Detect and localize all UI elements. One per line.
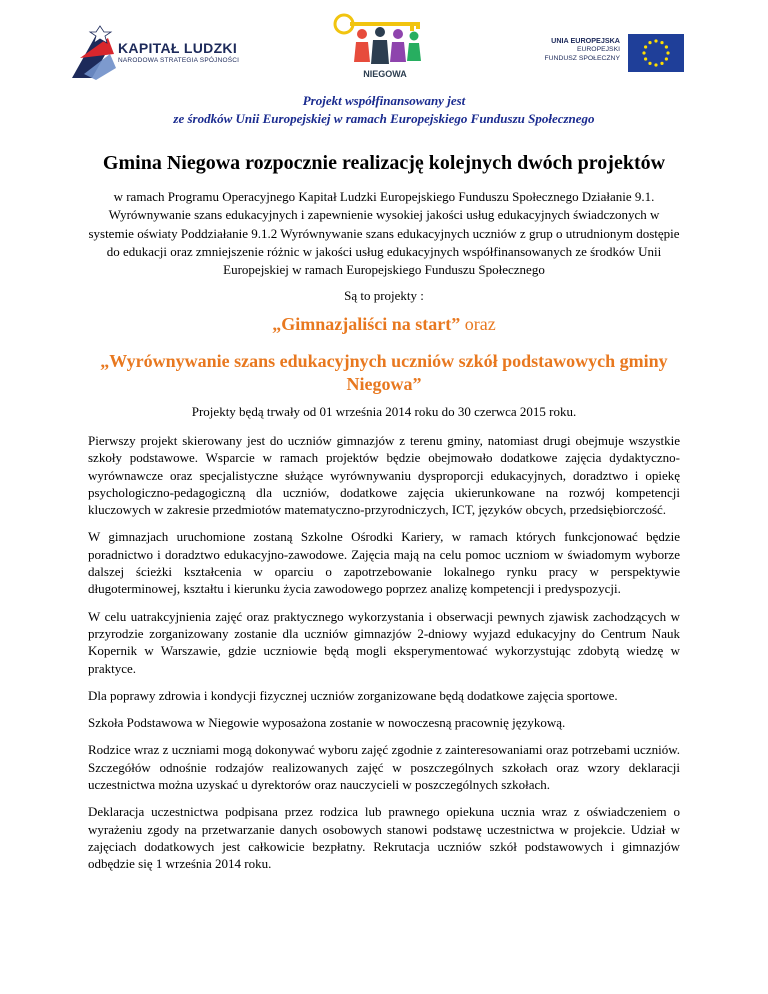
eu-star xyxy=(654,39,657,42)
cofinancing-line2: ze środków Unii Europejskiej w ramach Europejskiego Funduszu Społecznego xyxy=(173,111,595,126)
eu-star xyxy=(660,41,663,44)
ue-efs-wordmark xyxy=(520,36,620,63)
page-header xyxy=(0,0,768,90)
eu-star xyxy=(666,51,669,54)
body-paragraph: Szkoła Podstawowa w Niegowie wyposażona zostanie w nowoczesną pracownię językową. xyxy=(88,715,566,731)
project1-heading xyxy=(0,314,768,335)
project1-connector: oraz xyxy=(460,314,496,334)
body-text xyxy=(88,432,680,883)
niegowa-logo-text: NIEGOWA xyxy=(363,69,407,79)
page-title: Gmina Niegowa rozpocznie realizację kolejnych dwóch projektów xyxy=(102,152,666,174)
project-dates: Projekty będą trwały od 01 września 2014 roku do 30 czerwca 2015 roku. xyxy=(191,404,577,419)
eu-star xyxy=(665,45,668,48)
ue-line3: FUNDUSZ SPOŁECZNY xyxy=(544,55,620,62)
niegowa-logo xyxy=(330,12,440,82)
body-paragraph: Rodzice wraz z uczniami mogą dokonywać wyboru zajęć zgodnie z zainteresowaniami oraz potrzebami uczniów. Szczegółów odnośnie rodzajów realizowanych zajęć w poszczególnych szkołach oraz wzory deklaracji uczestnictwa można uzyskać u dyrektorów oraz nauczycieli w poszczególnych szkołach. xyxy=(88,742,680,793)
ue-line1: UNIA EUROPEJSKA xyxy=(551,36,620,45)
eu-star xyxy=(665,57,668,60)
body-paragraph: Deklaracja uczestnictwa podpisana przez rodzica lub prawnego opiekuna ucznia wraz z oświadczeniem o wyrażeniu zgody na przetwarzanie danych osobowych stanowi podstawę uczestnictwa w projekcie. Udział w zajęciach dodatkowych jest całkowicie bezpłatny. Rekrutacja uczniów szkół podstawowych i gimnazjów odbędzie się 1 września 2014 roku. xyxy=(88,804,680,872)
eu-star xyxy=(648,62,651,65)
project2-heading: „Wyrównywanie szans edukacyjnych uczniów szkół podstawowych gminy Niegowa” xyxy=(100,351,668,394)
body-paragraph: W celu uatrakcyjnienia zajęć oraz praktycznego wykorzystania i obserwacji pewnych zjawisk zachodzących w przyrodzie zorganizowany zostanie dla uczniów gimnazjów 2-dniowy wyjazd edukacyjny do Centrum Nauk Kopernik w Warszawie, gdzie uczniowie będą mogli eksperymentować wykorzystując zdobytą wiedzę w praktyce. xyxy=(88,608,680,676)
eu-star xyxy=(642,51,645,54)
intro-paragraph: w ramach Programu Operacyjnego Kapitał Ludzki Europejskiego Funduszu Społecznego Działanie 9.1. Wyrównywanie szans edukacyjnych i zapewnienie wysokiej jakości usług edukacyjnych świadczonych w systemie oświaty Poddziałanie 9.1.2 Wyrównywanie szans edukacyjnych uczniów z grup o utrudnionym dostępie do edukacji oraz zmniejszenie różnic w jakości usług edukacyjnych współfinansowanych ze środków Unii Europejskiej w ramach Europejskiego Funduszu Społecznego xyxy=(88,189,680,278)
eu-flag-icon xyxy=(628,34,684,72)
cofinancing-note xyxy=(0,92,768,128)
body-paragraph: Pierwszy projekt skierowany jest do uczniów gimnazjów z terenu gminy, natomiast drugi obejmuje wszystkie szkoły podstawowe. Wsparcie w ramach projektów będzie obejmowało dodatkowe zajęcia dydaktyczno-wyrównawcze oraz specjalistyczne służące wyrównywaniu dysproporcji edukacyjnych, doradztwo i opiekę psychologiczno-pedagogiczną dla uczniów, dodatkowe zajęcia ukierunkowane na rozwój kompetencji kluczowych w zakresie przedmiotów matematyczno-przyrodniczych, ICT, języków obcych, przedsiębiorczość. xyxy=(88,433,680,518)
eu-star xyxy=(648,41,651,44)
body-paragraph: Dla poprawy zdrowia i kondycji fizycznej uczniów zorganizowane będą dodatkowe zajęcia sportowe. xyxy=(88,687,618,703)
body-paragraph: W gimnazjach uruchomione zostaną Szkolne Ośrodki Kariery, w ramach których funkcjonować będzie poradnictwo i doradztwo edukacyjno-zawodowe. Zajęcia mają na celu pomoc uczniom w świadomym wyborze dalszej ścieżki kształcenia w oparciu o zapotrzebowanie lokalnego rynku pracy w perspektywie długoterminowej, kształtu i kierunku życia zawodowego poprzez analizę kompetencji i predyspozycji. xyxy=(88,529,680,597)
kl-subtitle: NARODOWA STRATEGIA SPÓJNOŚCI xyxy=(118,57,240,64)
cofinancing-line1: Projekt współfinansowany jest xyxy=(302,93,466,108)
ue-line2: EUROPEJSKI xyxy=(576,46,620,53)
projects-intro: Są to projekty : xyxy=(344,288,424,303)
eu-star xyxy=(644,57,647,60)
project1-name: „Gimnazjaliści na start” xyxy=(272,314,461,334)
kl-title: KAPITAŁ LUDZKI xyxy=(118,40,238,56)
kapital-ludzki-wordmark xyxy=(118,40,239,64)
eu-star xyxy=(644,45,647,48)
eu-star xyxy=(660,62,663,65)
eu-star xyxy=(654,63,657,66)
